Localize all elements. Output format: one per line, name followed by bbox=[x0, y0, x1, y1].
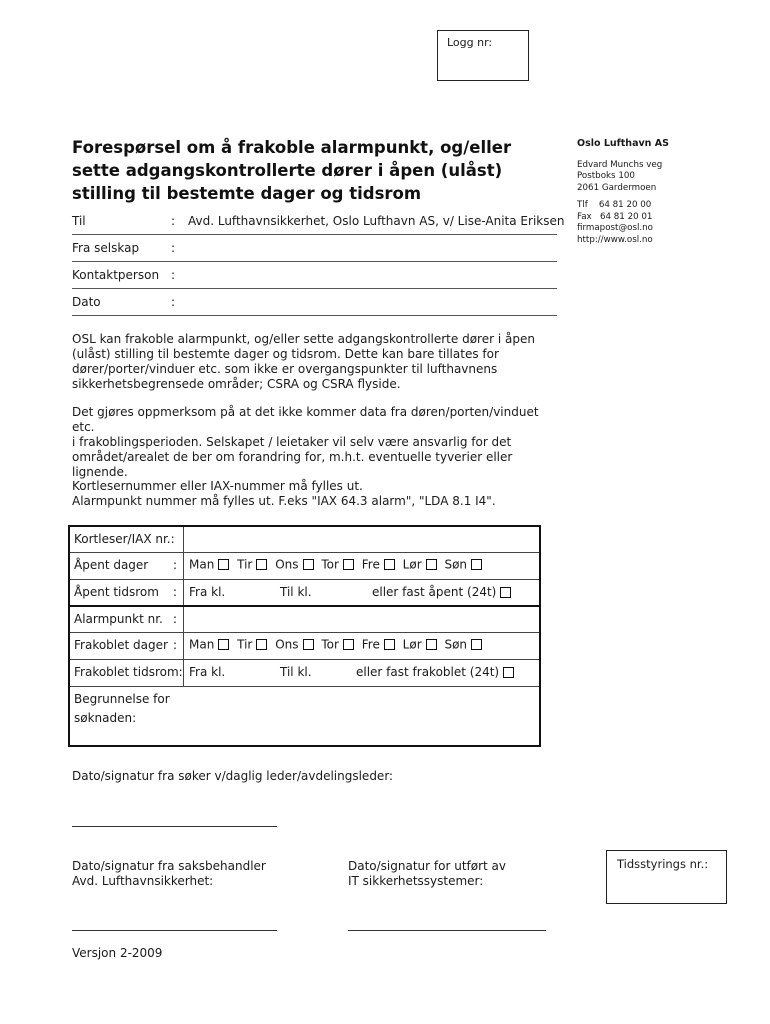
frakoblet-tor-checkbox[interactable] bbox=[343, 639, 354, 650]
company-info bbox=[577, 138, 757, 246]
tidsstyring-label: Tidsstyrings nr.: bbox=[617, 857, 709, 871]
day-label-ons: Ons bbox=[275, 637, 299, 652]
day-label-lor: Lør bbox=[402, 557, 422, 572]
document-title: Forespørsel om å frakoble alarmpunkt, og/eller sette adgangskontrollerte dører i åpen (ulåst) stilling til bestemte dager og tidsrom bbox=[72, 138, 512, 203]
company-name: Oslo Lufthavn AS bbox=[577, 138, 669, 149]
company-email: firmapost@osl.no bbox=[577, 223, 653, 233]
day-label-tor: Tor bbox=[321, 557, 339, 572]
info-paragraph-3: Kortlesernummer eller IAX-nummer må fylles ut. Alarmpunkt nummer må fylles ut. F.eks "IAX 64.3 alarm", "LDA 8.1 I4". bbox=[72, 479, 496, 508]
field-underline bbox=[72, 315, 557, 316]
field-underline bbox=[72, 288, 557, 289]
frakoblet-tidsrom-label: Frakoblet tidsrom: bbox=[74, 665, 183, 679]
request-form-table bbox=[68, 525, 541, 747]
field-colon: : bbox=[171, 268, 176, 282]
apent-ons-checkbox[interactable] bbox=[303, 559, 314, 570]
begrunnelse-label: Begrunnelse for søknaden: bbox=[74, 692, 170, 725]
day-label-tir: Tir bbox=[237, 637, 253, 652]
frakoblet-fre-checkbox[interactable] bbox=[384, 639, 395, 650]
applicant-signature-label: Dato/signatur fra søker v/daglig leder/avdelingsleder: bbox=[72, 769, 394, 783]
info-paragraph-1: OSL kan frakoble alarmpunkt, og/eller sette adgangskontrollerte dører i åpen (ulåst) stilling til bestemte dager og tidsrom. Dette kan bare tillates for dører/porter/vinduer etc. som ikke er overgangspunkter til lufthavnens sikkerhetsbegrensede områder; CSRA og CSRA flyside. bbox=[72, 332, 535, 391]
fast-apent-checkbox[interactable] bbox=[500, 587, 511, 598]
row-frakoblet-dager bbox=[70, 633, 539, 660]
row-kortleser[interactable] bbox=[70, 527, 539, 553]
apent-til-kl[interactable]: Til kl. bbox=[280, 585, 312, 599]
field-label: Kontaktperson bbox=[72, 268, 160, 282]
apent-dager-label: Åpent dager bbox=[74, 558, 149, 572]
day-label-tir: Tir bbox=[237, 557, 253, 572]
frakoblet-fra-kl[interactable]: Fra kl. bbox=[189, 665, 226, 679]
frakoblet-son-checkbox[interactable] bbox=[471, 639, 482, 650]
apent-man-checkbox[interactable] bbox=[218, 559, 229, 570]
field-value: Avd. Lufthavnsikkerhet, Oslo Lufthavn AS, v/ Lise-Anita Eriksen bbox=[188, 214, 565, 228]
field-dato[interactable] bbox=[72, 290, 557, 316]
fast-frakoblet-label: eller fast frakoblet (24t) bbox=[356, 665, 500, 679]
apent-days-group bbox=[189, 557, 486, 572]
fast-frakoblet-checkbox[interactable] bbox=[503, 667, 514, 678]
field-kontaktperson[interactable] bbox=[72, 263, 557, 289]
alarmpunkt-label: Alarmpunkt nr. bbox=[74, 612, 163, 626]
day-label-fre: Fre bbox=[361, 557, 380, 572]
row-alarmpunkt[interactable] bbox=[70, 607, 539, 633]
field-label: Dato bbox=[72, 295, 101, 309]
company-phone: Tlf 64 81 20 00 bbox=[577, 200, 652, 210]
logg-nr-box[interactable] bbox=[437, 30, 529, 81]
fast-apent-option bbox=[372, 585, 511, 599]
frakoblet-lor-checkbox[interactable] bbox=[426, 639, 437, 650]
performed-signature-label: Dato/signatur for utført av IT sikkerhetssystemer: bbox=[348, 859, 507, 888]
company-address-line1: Edvard Munchs veg bbox=[577, 159, 663, 170]
day-label-fre: Fre bbox=[361, 637, 380, 652]
frakoblet-dager-label: Frakoblet dager bbox=[74, 638, 168, 652]
frakoblet-tir-checkbox[interactable] bbox=[256, 639, 267, 650]
company-fax: Fax 64 81 20 01 bbox=[577, 211, 653, 222]
field-colon: : bbox=[171, 241, 176, 255]
company-web: http://www.osl.no bbox=[577, 234, 653, 245]
day-label-ons: Ons bbox=[275, 557, 299, 572]
colon: : bbox=[173, 558, 178, 572]
day-label-son: Søn bbox=[444, 637, 468, 652]
applicant-signature-line[interactable] bbox=[72, 826, 277, 827]
fast-apent-label: eller fast åpent (24t) bbox=[372, 585, 497, 599]
field-label: Til bbox=[72, 214, 86, 228]
kortleser-label: Kortleser/IAX nr.: bbox=[74, 532, 175, 546]
field-colon: : bbox=[171, 295, 176, 309]
frakoblet-days-group bbox=[189, 637, 486, 652]
frakoblet-ons-checkbox[interactable] bbox=[303, 639, 314, 650]
field-label: Fra selskap bbox=[72, 241, 140, 255]
day-label-man: Man bbox=[189, 557, 215, 572]
day-label-son: Søn bbox=[444, 557, 468, 572]
field-colon: : bbox=[171, 214, 176, 228]
caseworker-signature-line[interactable] bbox=[72, 930, 277, 931]
caseworker-signature-label: Dato/signatur fra saksbehandler Avd. Lufthavnsikkerhet: bbox=[72, 859, 266, 888]
field-underline bbox=[72, 261, 557, 262]
frakoblet-til-kl[interactable]: Til kl. bbox=[280, 665, 312, 679]
colon: : bbox=[173, 612, 178, 626]
apent-lor-checkbox[interactable] bbox=[426, 559, 437, 570]
company-address-line3: 2061 Gardermoen bbox=[577, 182, 657, 193]
performed-signature-line[interactable] bbox=[348, 930, 546, 931]
fast-frakoblet-option bbox=[356, 665, 514, 679]
apent-fre-checkbox[interactable] bbox=[384, 559, 395, 570]
info-paragraph-2: Det gjøres oppmerksom på at det ikke kommer data fra døren/porten/vinduet etc. i frakoblingsperioden. Selskapet / leietaker vil selv være ansvarlig for det området/arealet de ber om forandring for, m.h.t. eventuelle tyverier eller lignende. bbox=[72, 405, 539, 479]
apent-fra-kl[interactable]: Fra kl. bbox=[189, 585, 226, 599]
row-apent-dager bbox=[70, 553, 539, 580]
colon: : bbox=[173, 638, 178, 652]
apent-son-checkbox[interactable] bbox=[471, 559, 482, 570]
apent-tor-checkbox[interactable] bbox=[343, 559, 354, 570]
day-label-man: Man bbox=[189, 637, 215, 652]
day-label-tor: Tor bbox=[321, 637, 339, 652]
field-underline bbox=[72, 234, 557, 235]
apent-tir-checkbox[interactable] bbox=[256, 559, 267, 570]
frakoblet-man-checkbox[interactable] bbox=[218, 639, 229, 650]
row-frakoblet-tidsrom bbox=[70, 660, 539, 687]
field-til[interactable] bbox=[72, 209, 565, 235]
field-fra-selskap[interactable] bbox=[72, 236, 557, 262]
company-address-line2: Postboks 100 bbox=[577, 171, 635, 181]
row-begrunnelse[interactable] bbox=[70, 687, 539, 745]
colon: : bbox=[173, 585, 178, 599]
day-label-lor: Lør bbox=[402, 637, 422, 652]
apent-tidsrom-label: Åpent tidsrom bbox=[74, 585, 159, 599]
row-apent-tidsrom bbox=[70, 580, 539, 607]
version-label: Versjon 2-2009 bbox=[72, 946, 163, 960]
tidsstyring-box[interactable] bbox=[606, 850, 727, 904]
logg-nr-label: Logg nr: bbox=[447, 36, 493, 49]
